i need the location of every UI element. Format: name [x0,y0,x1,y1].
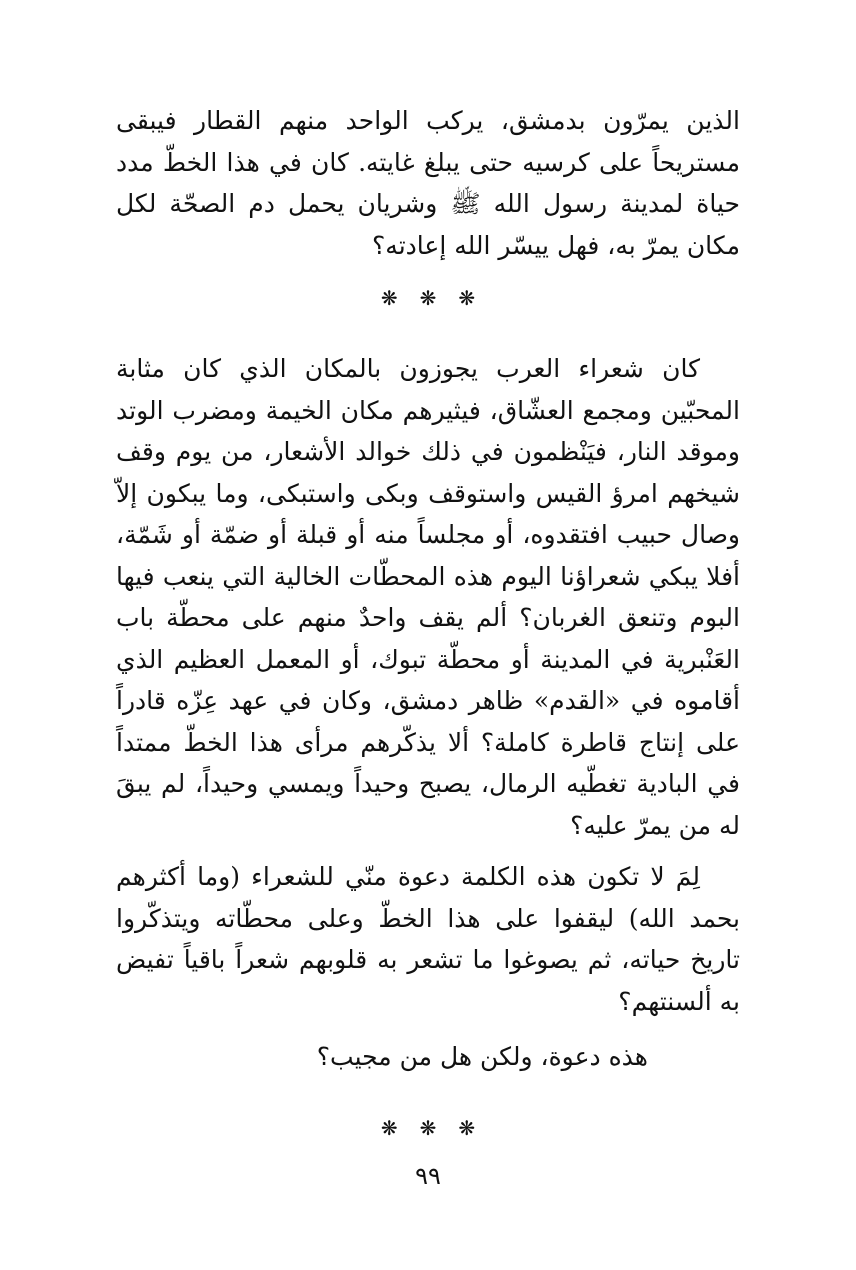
asterism-icon: ❋ [419,1115,437,1140]
paragraph-3: لِمَ لا تكون هذه الكلمة دعوة منّي للشعراء (وما أكثرهم بحمد الله) ليقفوا على هذا الخطّ وعلى محطّاته ويتذكّروا تاريخ حياته، ثم يصوغوا ما تشعر به قلوبهم شعراً باقياً تفيض به ألسنتهم؟ [116,862,740,1016]
asterism-icon: ❋ [458,1115,476,1140]
paragraph-1: الذين يمرّون بدمشق، يركب الواحد منهم القطار فيبقى مستريحاً على كرسيه حتى يبلغ غايته. كان في هذا الخطّ مدد حياة لمدينة رسول الله ﷺ وشريان يحمل دم الصحّة لكل مكان يمرّ به، فهل ييسّر الله إعادته؟ [116,106,740,260]
section-separator [116,284,740,312]
paragraph-2: كان شعراء العرب يجوزون بالمكان الذي كان مثابة المحبّين ومجمع العشّاق، فيثيرهم مكان الخيمة ومضرب الوتد وموقد النار، فيَنْظمون في ذلك خوالد الأشعار، من يوم وقف شيخهم امرؤ القيس واستوقف وبكى واستبكى، وما يبكون إلاّ وصال حبيب افتقدوه، أو مجلساً منه أو قبلة أو ضمّة أو شَمّة، أفلا يبكي شعراؤنا اليوم هذه المحطّات الخالية التي ينعب فيها البوم وتنعق الغربان؟ ألم يقف واحدٌ منهم على محطّة باب العَنْبرية في المدينة أو محطّة تبوك، أو المعمل العظيم الذي أقاموه في «القدم» ظاهر دمشق، وكان في عهد عِزّه قادراً على إنتاج قاطرة كاملة؟ ألا يذكّرهم مرأى هذا الخطّ ممتداً في البادية تغطّيه الرمال، يصبح وحيداً ويمسي وحيداً، لم يبقَ له من يمرّ عليه؟ [116,354,740,840]
section-separator [116,1114,740,1142]
asterism-icon: ❋ [380,1115,398,1140]
asterism-icon: ❋ [380,286,398,310]
asterism-icon: ❋ [419,286,437,310]
asterism-icon: ❋ [458,286,476,310]
page-body [116,100,740,1142]
paragraph-4: هذه دعوة، ولكن هل من مجيب؟ [316,1042,648,1071]
page-number: ٩٩ [415,1162,441,1190]
